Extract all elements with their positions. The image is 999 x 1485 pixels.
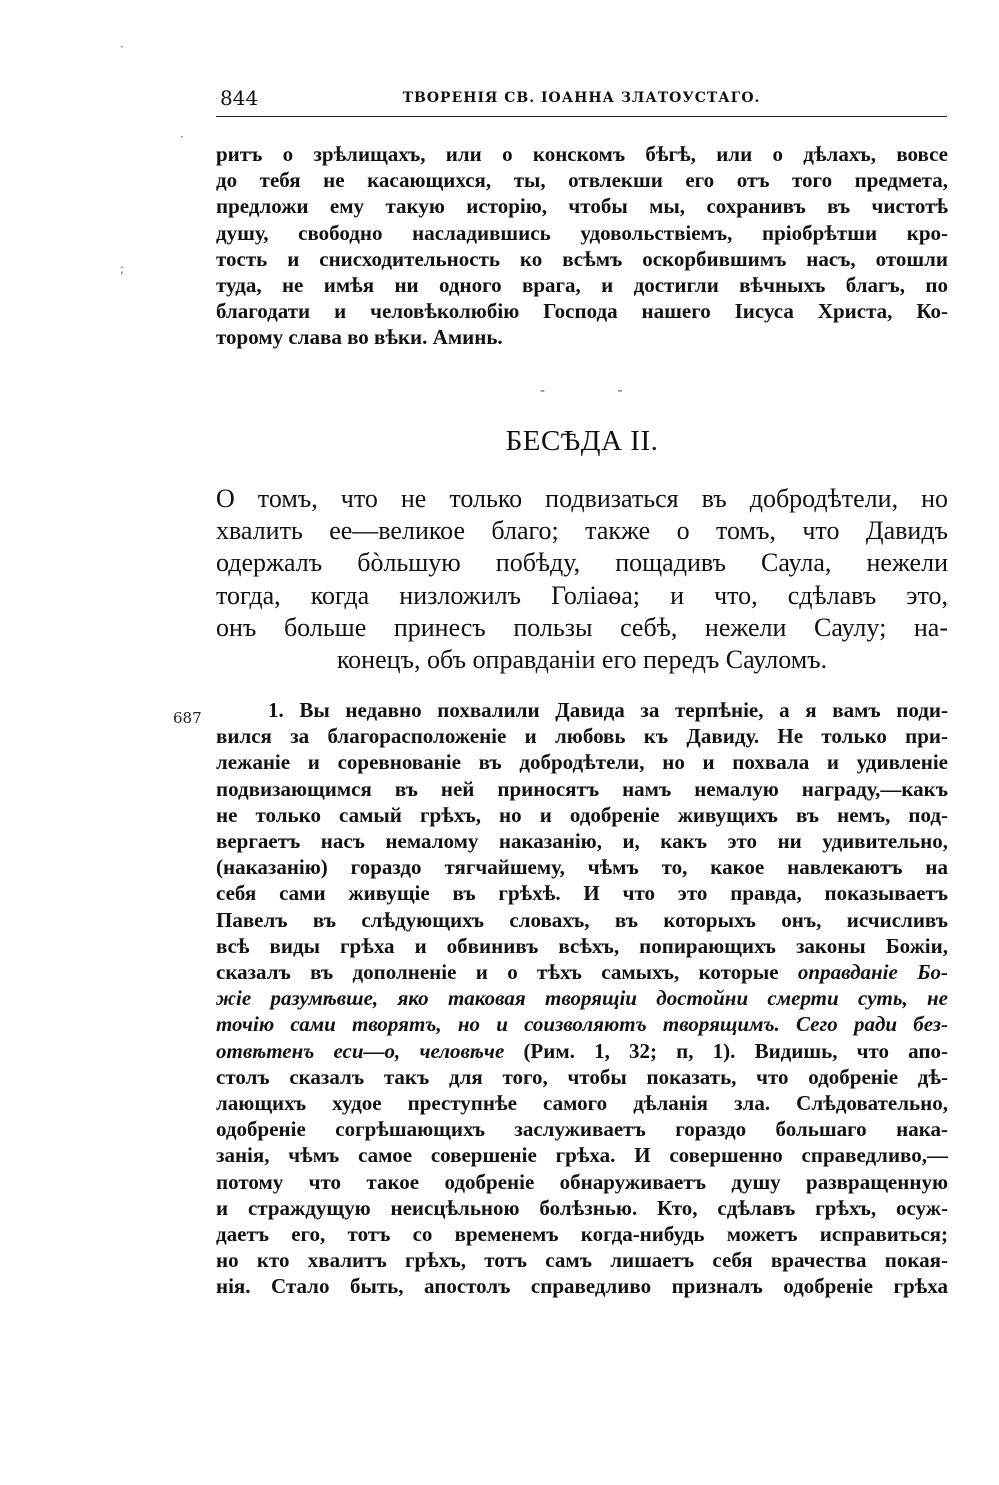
text-line <box>216 1273 948 1299</box>
text-run: всѣ виды грѣха и обвинивъ всѣхъ, попирающихъ законы Божіи, <box>216 933 948 958</box>
text-run: нія. Стало быть, апостолъ справедливо призналъ одобреніе грѣха <box>216 1274 948 1299</box>
text-line <box>216 907 948 933</box>
scripture-quote: отвѣтенъ еси—о, человѣче <box>216 1038 505 1063</box>
subtitle-line: хвалить ее—великое благо; также о томъ, что Давидъ <box>216 516 948 546</box>
text-line <box>216 802 948 828</box>
text-run: подвизающимся въ ней приносятъ намъ немалую награду,—какъ <box>216 776 948 801</box>
scripture-quote: оправданіе Бо- <box>797 960 948 985</box>
separator: - - <box>540 383 657 399</box>
text-line: ритъ о зрѣлищахъ, или о конскомъ бѣгѣ, или о дѣлахъ, вовсе <box>216 142 948 166</box>
top-paragraph <box>216 141 948 351</box>
text-run: и страждущую неисцѣльною болѣзнью. Кто, сдѣлавъ грѣхъ, осуж- <box>216 1195 948 1220</box>
text-line: до тебя не касающихся, ты, отвлекши его отъ того предмета, <box>216 168 948 193</box>
margin-speck: ; <box>120 262 125 276</box>
margin-speck: · <box>120 40 124 54</box>
text-line <box>216 1195 948 1221</box>
page-number: 844 <box>220 86 259 110</box>
text-run: (наказанію) гораздо тягчайшему, чѣмъ то, какое навлекаютъ на <box>216 855 948 880</box>
text-run: лежаніе и соревнованіе въ добродѣтели, но и похвала и удивленіе <box>216 750 948 775</box>
text-line: туда, не имѣя ни одного врага, и достигли вѣчныхъ благъ, по <box>216 273 948 298</box>
text-run: Павелъ въ слѣдующихъ словахъ, въ которыхъ онъ, исчисливъ <box>216 907 948 932</box>
subtitle-line: конецъ, объ оправданіи его передъ Сауломъ. <box>336 645 828 675</box>
text-line <box>216 1221 948 1247</box>
subtitle-line: онъ больше принесъ пользы себѣ, нежели Саулу; на- <box>216 612 948 642</box>
text-line <box>216 1116 948 1142</box>
text-run: одобреніе согрѣшающихъ заслуживаетъ гораздо большаго нака- <box>216 1117 948 1142</box>
text-line <box>216 1038 948 1064</box>
text-run: столъ сказалъ такъ для того, чтобы показать, что одобреніе дѣ- <box>216 1064 948 1089</box>
subtitle-line: одержалъ бòльшую побѣду, пощадивъ Саула, нежели <box>216 548 948 578</box>
text-line <box>216 723 948 749</box>
text-run: 1. Вы недавно похвалили Давида за терпѣніе, а я вамъ поди- <box>268 698 948 722</box>
text-line: торому слава во вѣки. Аминь. <box>216 325 503 350</box>
text-run: не только самый грѣхъ, но и одобреніе живущихъ въ немъ, под- <box>216 802 948 827</box>
homily-heading: БЕСѢДА II. <box>505 425 659 457</box>
text-line <box>216 1247 948 1273</box>
text-run: сказалъ въ дополненіе и о тѣхъ самыхъ, которые <box>216 960 798 985</box>
text-run: но кто хвалитъ грѣхъ, тотъ самъ лишаетъ себя врачества покая- <box>216 1248 948 1273</box>
text-line <box>216 1064 948 1090</box>
scripture-quote: точію сами творятъ, но и соизволяютъ творящимъ. Сего ради без- <box>216 1012 948 1037</box>
text-run: вился за благорасположеніе и любовь къ Давиду. Не только при- <box>216 724 948 749</box>
text-run: даетъ его, тотъ со временемъ когда-нибудь можетъ исправиться; <box>216 1222 948 1247</box>
text-line <box>216 933 948 959</box>
running-header <box>216 86 947 117</box>
running-title: ТВОРЕНІЯ СВ. ІОАННА ЗЛАТОУСТАГО. <box>402 90 761 106</box>
text-line <box>216 985 948 1011</box>
scripture-quote: жіе разумѣвше, яко таковая творящіи достойни смерти суть, не <box>216 986 948 1011</box>
text-run: потому что такое одобреніе обнаруживаетъ душу развращенную <box>216 1169 948 1194</box>
text-line <box>216 697 948 723</box>
text-line <box>216 749 948 775</box>
margin-number: 687 <box>173 709 202 727</box>
text-run: лающихъ худое преступнѣе самого дѣланія зла. Слѣдовательно, <box>216 1091 948 1116</box>
text-run: (Рим. 1, 32; п, 1). Видишь, что апо- <box>504 1038 949 1063</box>
text-line <box>216 1090 948 1116</box>
text-line: тость и снисходительность ко всѣмъ оскорбившимъ насъ, отошли <box>216 246 948 271</box>
text-line <box>216 959 948 985</box>
text-line: предложи ему такую исторію, чтобы мы, сохранивъ въ чистотѣ <box>216 194 948 219</box>
text-line: душу, свободно насладившись удовольствіемъ, пріобрѣтши кро- <box>216 220 948 245</box>
text-line <box>216 1142 948 1168</box>
subtitle-line: тогда, когда низложилъ Голіаѳа; и что, сдѣлавъ это, <box>216 580 948 610</box>
text-run: вергаетъ насъ немалому наказанію, и, какъ это ни удивительно, <box>216 829 948 854</box>
homily-subtitle <box>216 483 948 676</box>
main-paragraph <box>216 697 948 1300</box>
text-line <box>216 776 948 802</box>
text-line <box>216 854 948 880</box>
text-line: благодати и человѣколюбію Господа нашего Іисуса Христа, Ко- <box>216 299 948 324</box>
text-line <box>216 828 948 854</box>
text-run: себя сами живущіе въ грѣхѣ. И что это правда, показываетъ <box>216 881 948 906</box>
text-run: занія, чѣмъ самое совершеніе грѣха. И совершенно справедливо,— <box>216 1143 948 1168</box>
text-line <box>216 880 948 906</box>
text-line <box>216 1011 948 1037</box>
subtitle-line: О томъ, что не только подвизаться въ добродѣтели, но <box>216 484 948 513</box>
text-line <box>216 1169 948 1195</box>
margin-speck: · <box>180 130 184 144</box>
